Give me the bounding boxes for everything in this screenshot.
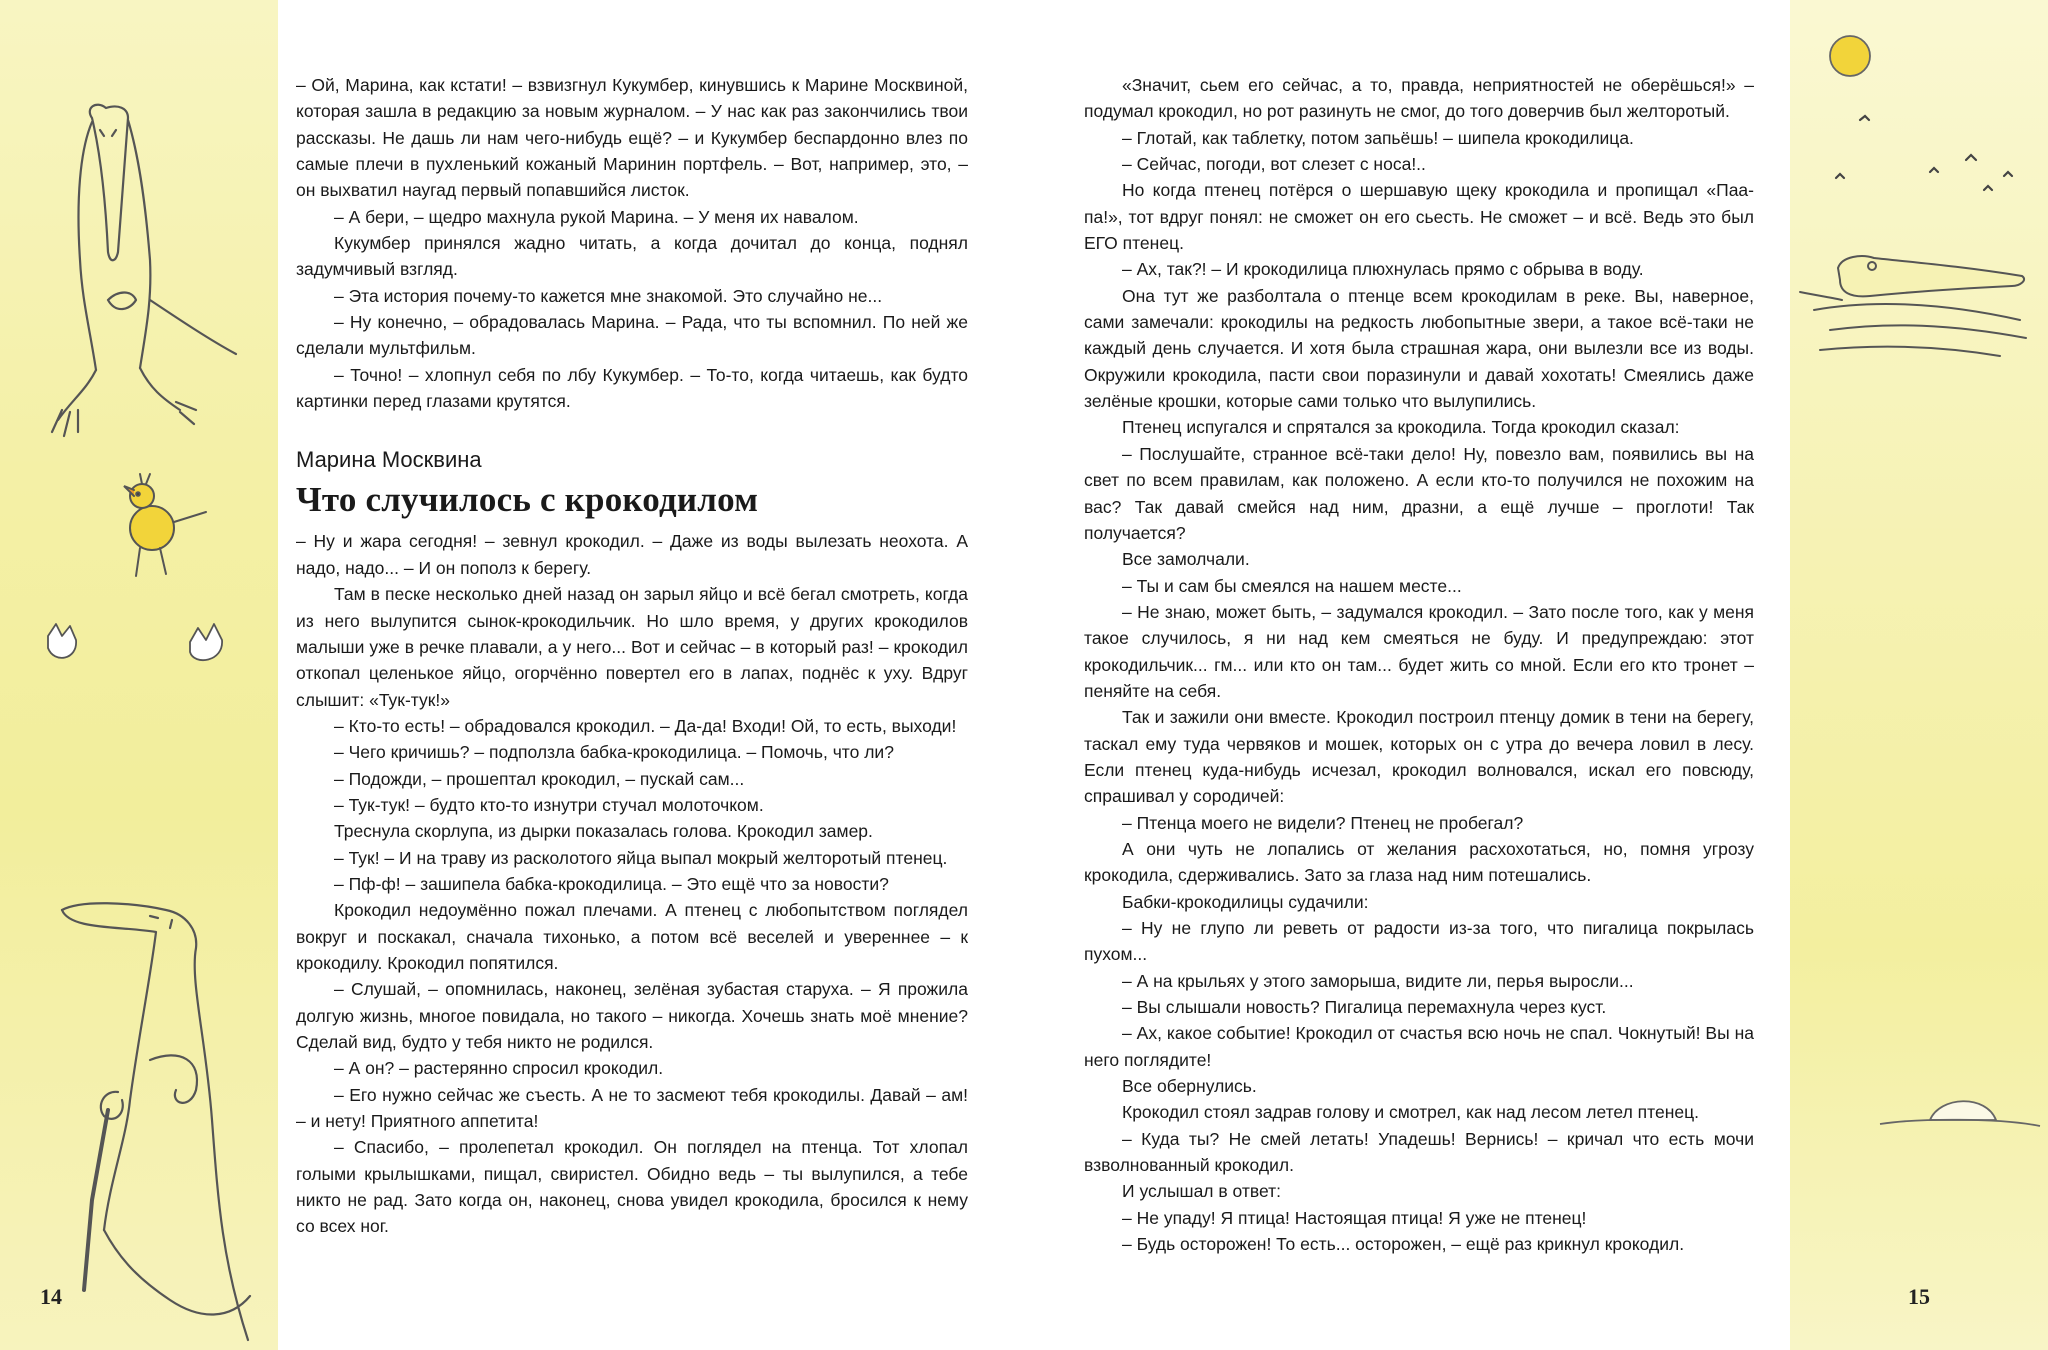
- story-paragraph: – Послушайте, странное всё-таки дело! Ну, повезло вам, появились вы на свет по всем правилам, как положено. А если кто-то получился не похожим на вас? Так давай смейся над ним, дразни, а ещё лучше – проглоти! Так получается?: [1084, 443, 1754, 543]
- story-paragraph: – Слушай, – опомнилась, наконец, зелёная зубастая старуха. – Я прожила долгую жизнь, многое повидала, но такого – никогда. Хочешь знать моё мнение? Сделай вид, будто у тебя никто не родился.: [296, 979, 968, 1052]
- story-paragraph: – Спасибо, – пролепетал крокодил. Он поглядел на птенца. Тот хлопал голыми крылышками, пищал, свиристел. Обидно ведь – ты вылупился, а тебе никто не рад. Зато когда он, наконец, снова увидел крокодила, бросился к нему со всех ног.: [296, 1137, 968, 1237]
- story-paragraph: – Кто-то есть! – обрадовался крокодил. – Да-да! Входи! Ой, то есть, выходи!: [334, 715, 957, 736]
- story-author: Марина Москвина: [296, 447, 482, 473]
- story-paragraph: – Сейчас, погоди, вот слезет с носа!..: [1122, 154, 1426, 175]
- chick-drawing: [124, 474, 206, 576]
- story-paragraph: – Не знаю, может быть, – задумался крокодил. – Зато после того, как у меня такое случилось, я ни над кем смеяться не буду. И предупреждаю: этот крокодильчик... гм... или кто он там... будет жить со мной. Если его кто тронет – пеняйте на себя.: [1084, 601, 1754, 701]
- intro-paragraph: – Точно! – хлопнул себя по лбу Кукумбер. – То-то, когда читаешь, как будто картинки перед глазами крутятся.: [296, 364, 968, 412]
- story-paragraph: – Ах, какое событие! Крокодил от счастья всю ночь не спал. Чокнутый! Вы на него поглядите!: [1084, 1023, 1754, 1070]
- story-paragraph: – А на крыльях у этого заморыша, видите ли, перья выросли...: [1122, 970, 1634, 991]
- story-paragraph: Все замолчали.: [1122, 549, 1250, 570]
- story-paragraph: – Не упаду! Я птица! Настоящая птица! Я уже не птенец!: [1122, 1207, 1587, 1228]
- story-paragraph: – Чего кричишь? – подползла бабка-крокодилица. – Помочь, что ли?: [334, 742, 894, 763]
- story-body-left: [296, 528, 968, 1239]
- intro-section: [296, 72, 968, 414]
- intro-paragraph: – Эта история почему-то кажется мне знакомой. Это случайно не...: [334, 285, 883, 306]
- story-paragraph: Так и зажили они вместе. Крокодил построил птенцу домик в тени на берегу, таскал ему туда червяков и мошек, которых он с утра до вечера ловил в лесу. Если птенец куда-нибудь исчезал, крокодил волновался, искал его повсюду, спрашивал у сородичей:: [1084, 707, 1754, 807]
- story-paragraph: – Будь осторожен! То есть... осторожен, – ещё раз крикнул крокодил.: [1122, 1234, 1685, 1255]
- story-paragraph: – Ну не глупо ли реветь от радости из-за того, что пигалица покрылась пухом...: [1084, 918, 1754, 965]
- story-paragraph: Треснула скорлупа, из дырки показалась голова. Крокодил замер.: [334, 821, 873, 842]
- page-number-right: 15: [1908, 1284, 1930, 1309]
- intro-paragraph: – Ой, Марина, как кстати! – взвизгнул Кукумбер, кинувшись к Марине Москвиной, которая зашла в редакцию за новым журналом. – У нас как раз закончились твои рассказы. Не дашь ли нам чего-нибудь ещё? – и Кукумбер беспардонно влез по самые плечи в пухленький кожаный Маринин портфель. – Вот, например, это, – он выхватил наугад первый попавшийся листок.: [296, 75, 968, 201]
- story-paragraph: – Куда ты? Не смей летать! Упадешь! Вернись! – кричал что есть мочи взволнованный крокодил.: [1084, 1128, 1754, 1176]
- story-paragraph: А они чуть не лопались от желания расхохотаться, но, помня угрозу крокодила, сдерживались. Зато за глаза над ним потешались.: [1084, 838, 1754, 886]
- story-paragraph: – Ах, так?! – И крокодилица плюхнулась прямо с обрыва в воду.: [1122, 259, 1644, 280]
- left-illustration-strip: [0, 0, 278, 1350]
- right-text-column: [1084, 72, 1754, 1257]
- story-paragraph: – Его нужно сейчас же съесть. А не то засмеют тебя крокодилы. Давай – ам! – и нету! Приятного аппетита!: [296, 1084, 968, 1132]
- story-paragraph: Она тут же разболтала о птенце всем крокодилам в реке. Вы, наверное, сами замечали: крокодилы на редкость любопытные звери, а такое всё-таки не каждый день случается. И хотя была страшная жара, они вылезли все из воды. Окружили крокодила, пасти свои поразинули и давай хохотать! Смеялись даже зелёные крошки, которые сами только что вылупились.: [1084, 285, 1754, 412]
- story-paragraph: И услышал в ответ:: [1122, 1181, 1282, 1202]
- story-paragraph: – Ну и жара сегодня! – зевнул крокодил. – Даже из воды вылезать неохота. А надо, надо... – И он пополз к берегу.: [296, 531, 968, 578]
- intro-paragraph: – А бери, – щедро махнула рукой Марина. – У меня их навалом.: [334, 206, 859, 227]
- story-paragraph: Все обернулись.: [1122, 1076, 1257, 1097]
- story-paragraph: – Вы слышали новость? Пигалица перемахнула через куст.: [1122, 997, 1607, 1018]
- story-paragraph: Крокодил недоумённо пожал плечами. А птенец с любопытством поглядел вокруг и поскакал, сначала тихонько, а потом всё веселей и увереннее – к крокодилу. Крокодил попятился.: [296, 900, 968, 973]
- standing-crocodile-drawing: [52, 105, 236, 436]
- sun-drawing: [1830, 36, 1870, 76]
- story-paragraph: Бабки-крокодилицы судачили:: [1122, 891, 1369, 912]
- story-paragraph: – Подожди, – прошептал крокодил, – пускай сам...: [334, 768, 745, 789]
- story-paragraph: Крокодил стоял задрав голову и смотрел, как над лесом летел птенец.: [1122, 1102, 1699, 1123]
- intro-paragraph: Кукумбер принялся жадно читать, а когда дочитал до конца, поднял задумчивый взгляд.: [296, 233, 968, 280]
- story-paragraph: – Глотай, как таблетку, потом запьёшь! – шипела крокодилица.: [1122, 127, 1634, 148]
- story-paragraph: – А он? – растерянно спросил крокодил.: [334, 1058, 664, 1079]
- crocodile-in-water-drawing: [1800, 256, 2026, 356]
- right-illustration-strip: [1790, 0, 2048, 1350]
- egg-drawing: [1880, 1101, 2040, 1126]
- story-paragraph: Там в песке несколько дней назад он зарыл яйцо и всё бегал смотреть, когда из него вылупится сынок-крокодильчик. Но шло время, у других крокодилов малыши уже в речке плавали, а у него... Вот и сейчас – в который раз! – крокодил откопал целенькое яйцо, огорчённо повертел его в лапах, поднёс к уху. Вдруг слышит: «Тук-тук!»: [296, 584, 968, 710]
- left-text-column: [296, 72, 968, 1240]
- story-paragraph: – Тук! – И на траву из расколотого яйца выпал мокрый желторотый птенец.: [334, 847, 948, 868]
- right-illustrations: [1790, 0, 2048, 1350]
- story-paragraph: Птенец испугался и спрятался за крокодила. Тогда крокодил сказал:: [1122, 417, 1680, 438]
- story-paragraph: – Тук-тук! – будто кто-то изнутри стучал молоточком.: [334, 794, 764, 815]
- story-paragraph: – Ты и сам бы смеялся на нашем месте...: [1122, 575, 1462, 596]
- story-title: Что случилось с крокодилом: [296, 480, 759, 520]
- flying-birds-drawing: [1836, 116, 2012, 190]
- story-paragraph: – Пф-ф! – зашипела бабка-крокодилица. – Это ещё что за новости?: [334, 873, 889, 894]
- story-paragraph: Но когда птенец потёрся о шершавую щеку крокодила и пропищал «Паа-па!», тот вдруг понял: не сможет он его сьесть. Не сможет – и всё. Ведь это был ЕГО птенец.: [1084, 180, 1754, 254]
- eggshell-drawing: [48, 624, 222, 660]
- left-illustrations: [0, 0, 278, 1350]
- crocodile-with-cane-drawing: [62, 903, 250, 1340]
- intro-paragraph: – Ну конечно, – обрадовалась Марина. – Рада, что ты вспомнил. По ней же сделали мультфильм.: [296, 312, 968, 359]
- story-paragraph: – Птенца моего не видели? Птенец не пробегал?: [1122, 812, 1524, 833]
- page-number-left: 14: [40, 1284, 62, 1309]
- story-paragraph: «Значит, сьем его сейчас, а то, правда, неприятностей не оберёшься!» – подумал крокодил, но рот разинуть не смог, до того доверчив был желторотый.: [1084, 75, 1754, 122]
